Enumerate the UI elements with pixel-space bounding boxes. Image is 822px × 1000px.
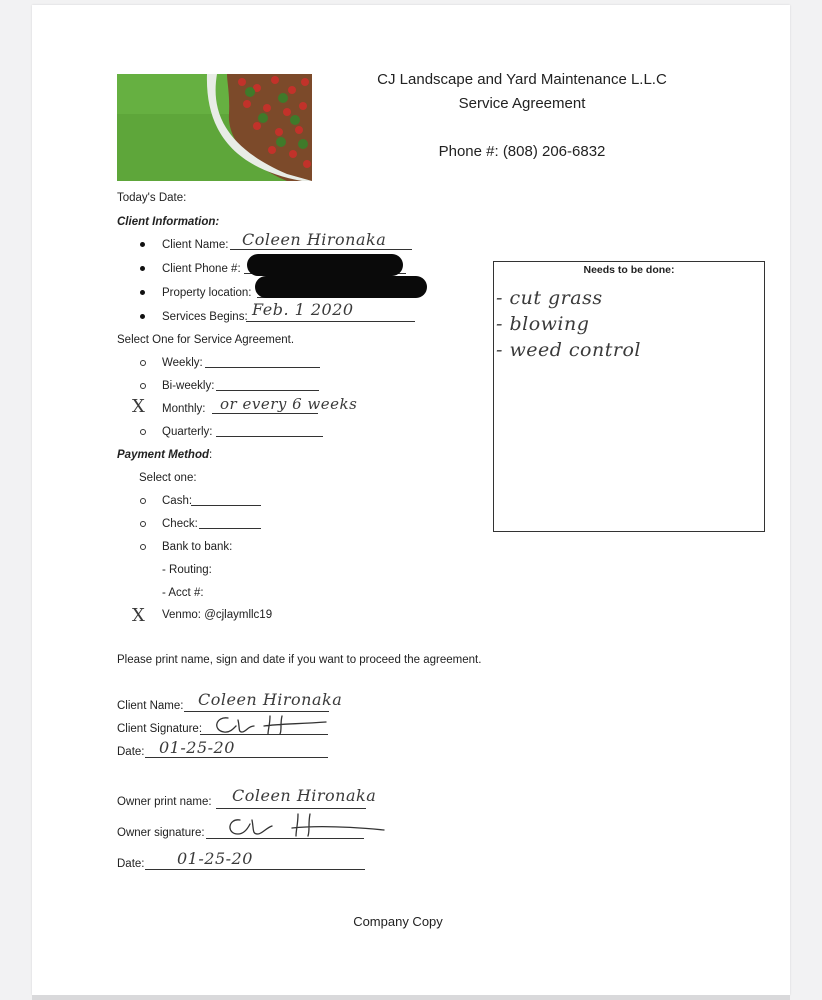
client-name-sign-label: Client Name: bbox=[117, 700, 184, 712]
monthly-check-mark[interactable]: X bbox=[132, 396, 146, 417]
monthly-line bbox=[212, 413, 318, 414]
acct-label: - Acct #: bbox=[162, 587, 204, 599]
client-signature-scribble[interactable] bbox=[208, 714, 330, 738]
bullet-icon bbox=[140, 242, 145, 247]
owner-signature-label: Owner signature: bbox=[117, 827, 205, 839]
date1-value[interactable]: 01-25-20 bbox=[159, 738, 235, 757]
needs-item[interactable]: - cut grass bbox=[496, 287, 603, 309]
owner-print-value[interactable]: Coleen Hironaka bbox=[232, 786, 377, 805]
radio-cash[interactable] bbox=[140, 498, 146, 504]
bank-label: Bank to bank: bbox=[162, 541, 233, 553]
owner-signature-scribble[interactable] bbox=[222, 812, 387, 840]
payment-select-one: Select one: bbox=[139, 472, 197, 484]
date1-line bbox=[145, 757, 328, 758]
date2-label: Date: bbox=[117, 858, 145, 870]
date2-value[interactable]: 01-25-20 bbox=[177, 849, 253, 868]
needs-item[interactable]: - blowing bbox=[496, 313, 590, 335]
company-name: CJ Landscape and Yard Maintenance L.L.C bbox=[377, 71, 667, 88]
client-phone-label: Client Phone #: bbox=[162, 263, 241, 275]
client-name-label: Client Name: bbox=[162, 239, 229, 251]
routing-label: - Routing: bbox=[162, 564, 212, 576]
instruction-text: Please print name, sign and date if you want to proceed the agreement. bbox=[117, 654, 482, 666]
quarterly-line bbox=[216, 436, 323, 437]
client-name-sign-line bbox=[184, 711, 329, 712]
redaction-mark bbox=[247, 254, 403, 276]
quarterly-label: Quarterly: bbox=[162, 426, 213, 438]
bullet-icon bbox=[140, 290, 145, 295]
client-signature-label: Client Signature: bbox=[117, 723, 203, 735]
radio-weekly[interactable] bbox=[140, 360, 146, 366]
client-name-sign-value[interactable]: Coleen Hironaka bbox=[198, 690, 343, 709]
needs-title: Needs to be done: bbox=[583, 264, 675, 276]
monthly-value[interactable]: or every 6 weeks bbox=[220, 395, 358, 413]
weekly-label: Weekly: bbox=[162, 357, 203, 369]
owner-print-line bbox=[216, 808, 366, 809]
biweekly-line bbox=[216, 390, 319, 391]
company-copy-label: Company Copy bbox=[353, 914, 443, 929]
client-info-heading: Client Information: bbox=[117, 216, 220, 228]
client-name-value[interactable]: Coleen Hironaka bbox=[242, 230, 387, 249]
bullet-icon bbox=[140, 314, 145, 319]
page-edge bbox=[32, 995, 790, 1000]
venmo-label: Venmo: @cjlaymllc19 bbox=[162, 609, 273, 621]
client-name-line bbox=[230, 249, 412, 250]
bullet-icon bbox=[140, 266, 145, 271]
select-one-service: Select One for Service Agreement. bbox=[117, 334, 295, 346]
services-begins-label: Services Begins: bbox=[162, 311, 248, 323]
lawn-photo bbox=[117, 74, 312, 181]
phone-number: Phone #: (808) 206-6832 bbox=[438, 143, 606, 160]
document-title: Service Agreement bbox=[458, 95, 586, 112]
cash-label: Cash: bbox=[162, 495, 193, 507]
weekly-line bbox=[205, 367, 320, 368]
venmo-check-mark[interactable]: X bbox=[132, 605, 146, 626]
check-line bbox=[199, 528, 261, 529]
date2-line bbox=[145, 869, 365, 870]
date1-label: Date: bbox=[117, 746, 145, 758]
needs-item[interactable]: - weed control bbox=[496, 339, 641, 361]
biweekly-label: Bi-weekly: bbox=[162, 380, 215, 392]
todays-date-label: Today's Date: bbox=[117, 192, 187, 204]
owner-print-label: Owner print name: bbox=[117, 796, 212, 808]
property-location-label: Property location: bbox=[162, 287, 252, 299]
radio-quarterly[interactable] bbox=[140, 429, 146, 435]
cash-line bbox=[191, 505, 261, 506]
radio-bank[interactable] bbox=[140, 544, 146, 550]
radio-check[interactable] bbox=[140, 521, 146, 527]
redaction-mark bbox=[255, 276, 427, 298]
payment-method-heading: Payment Method: bbox=[117, 449, 213, 461]
check-label: Check: bbox=[162, 518, 198, 530]
services-begins-line bbox=[246, 321, 415, 322]
radio-biweekly[interactable] bbox=[140, 383, 146, 389]
monthly-label: Monthly: bbox=[162, 403, 206, 415]
services-begins-value[interactable]: Feb. 1 2020 bbox=[252, 300, 354, 319]
